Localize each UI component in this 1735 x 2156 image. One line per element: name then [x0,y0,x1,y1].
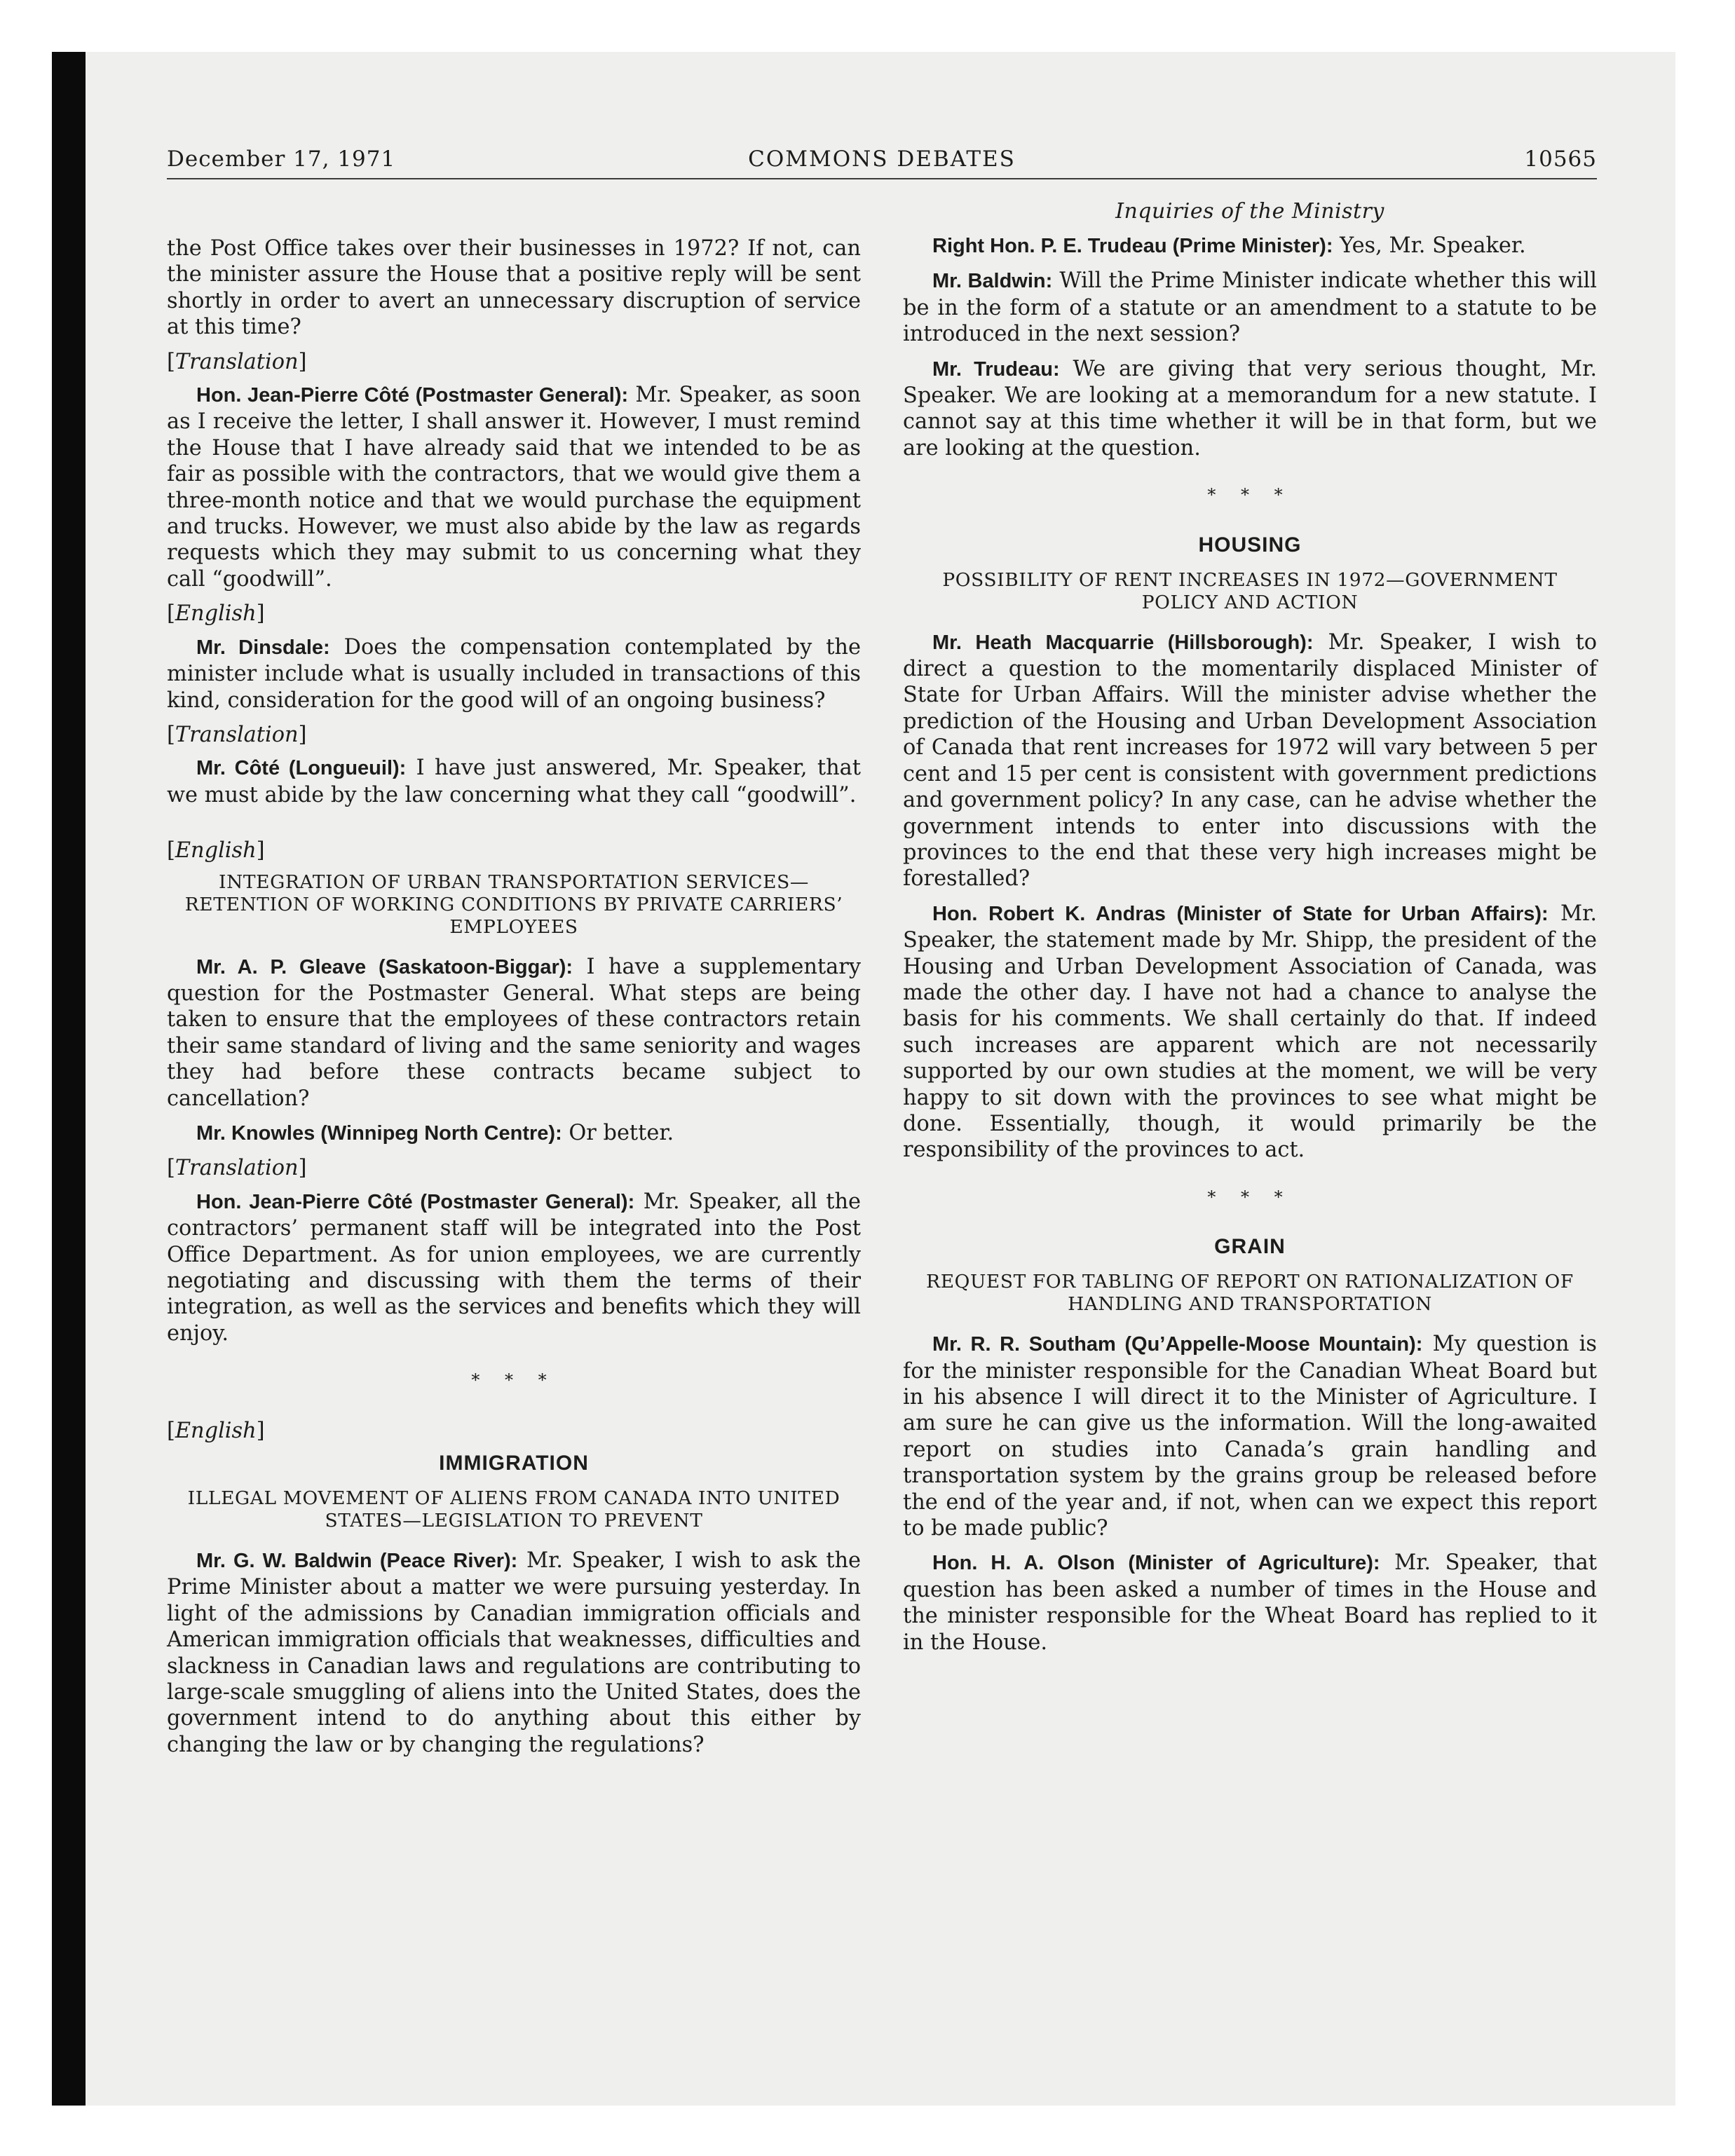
language-marker: [Translation] [167,349,307,374]
speaker-name: Mr. Baldwin: [932,270,1053,293]
language-marker: [Translation] [167,722,307,747]
speech-text: Mr. Speaker, the statement made by Mr. Shipp, the president of the Housing and Urban Development Association of Canada, was made the other day. I have not had a chance to analyse the basis for his comments. We shall certainly do that. If indeed such increases are apparent which are not necessarily supported by our own studies at the moment, we will be very happy to sit down with the provinces to see what might be done. Essentially, though, it would primarily be the responsibility of the provinces to act. [903,901,1597,1163]
speech-text: Mr. Speaker, all the contractors’ permanent staff will be integrated into the Post Office Department. As for union employees, we are currently negotiating and discussing with them the terms of their integration, as well as the services and benefits which they will enjoy. [167,1189,862,1346]
speaker-name: Mr. Dinsdale: [196,636,330,659]
speech-paragraph [903,356,1597,462]
speaker-name: Mr. Heath Macquarrie (Hillsborough): [932,631,1314,654]
speech-text: Will the Prime Minister indicate whether this will be in the form of a statute or an amendment to a statute to be introduced in the next session? [903,268,1597,347]
left-column [167,236,861,1766]
speech-paragraph [167,382,861,592]
subject-subheading: INTEGRATION OF URBAN TRANSPORTATION SERVICES—RETENTION OF WORKING CONDITIONS BY PRIVATE CARRIERS’ EMPLOYEES [184,871,843,938]
speech-text: I have just answered, Mr. Speaker, that we must abide by the law concerning what they call “goodwill”. [167,756,861,807]
speaker-name: Hon. Robert K. Andras (Minister of State for Urban Affairs): [932,902,1549,925]
subject-subheading: REQUEST FOR TABLING OF REPORT ON RATIONALIZATION OF HANDLING AND TRANSPORTATION [926,1271,1574,1316]
binding-edge [52,52,86,2106]
speech-text: Mr. Speaker, I wish to ask the Prime Minister about a matter we were pursuing yesterday. In light of the admissions by Canadian immigration officials and American immigration officials that weaknesses, difficulties and slackness in Canadian laws and regulations are contributing to large-scale smuggling of aliens into the United States, does the government intend to do anything about this either by changing the law or by changing the regulations? [167,1548,862,1757]
speech-text: My question is for the minister responsible for the Canadian Wheat Board but in his absence I will direct it to the Minister of Agriculture. I am sure he can give us the information. Will the long-awaited report on studies into Canada’s grain handling and transportation system by the grains group be released before the end of the year and, if not, when can we expect this report to be made public? [903,1332,1597,1541]
language-marker: [English] [167,1418,265,1443]
speech-paragraph [903,233,1597,259]
language-marker: [English] [167,601,265,627]
speech-paragraph [167,755,861,808]
speech-text: Mr. Speaker, that question has been asked a number of times in the House and the minister responsible for the Wheat Board has replied to it in the House. [903,1550,1597,1655]
speaker-name: Mr. G. W. Baldwin (Peace River): [196,1550,518,1573]
section-heading: HOUSING [1198,533,1302,557]
speech-text: Yes, Mr. Speaker. [1333,233,1526,258]
section-separator: * * * [471,1370,557,1391]
language-marker: [Translation] [167,1156,307,1181]
speech-paragraph [167,1120,861,1147]
section-separator: * * * [1207,485,1293,505]
speech-paragraph [903,629,1597,892]
page-number: 10565 [1524,146,1597,172]
paragraph: the Post Office takes over their businesses in 1972? If not, can the minister assure the House that a positive reply will be sent shortly in order to avert an unnecessary discruption of service at this time? [167,236,861,340]
running-head: Inquiries of the Ministry [1115,199,1384,224]
section-heading: IMMIGRATION [439,1452,589,1475]
subject-subheading: ILLEGAL MOVEMENT OF ALIENS FROM CANADA INTO UNITED STATES—LEGISLATION TO PREVENT [187,1487,841,1532]
subject-subheading: POSSIBILITY OF RENT INCREASES IN 1972—GOVERNMENT POLICY AND ACTION [942,568,1558,613]
section-heading: GRAIN [1214,1235,1286,1259]
speech-text: Mr. Speaker, as soon as I receive the letter, I shall answer it. However, I must remind the House that I have already said that we intended to be as fair as possible with the contractors, that we would give them a three-month notice and that we would purchase the equipment and trucks. However, we must also abide by the law as regards requests which they may submit to us concerning what they call “goodwill”. [167,383,861,592]
speaker-name: Mr. Côté (Longueuil): [196,757,407,780]
speech-text: Or better. [562,1120,674,1145]
speaker-name: Mr. Knowles (Winnipeg North Centre): [196,1121,562,1145]
speaker-name: Mr. R. R. Southam (Qu’Appelle-Moose Mountain): [932,1333,1423,1356]
document-page [167,143,1597,2063]
header-date: December 17, 1971 [167,146,396,172]
speech-paragraph [903,901,1597,1164]
speech-paragraph [167,1548,861,1758]
speech-text: We are giving that very serious thought, Mr. Speaker. We are looking at a memorandum for a new statute. I cannot say at this time whether it will be in that form, but we are looking at the question. [903,356,1598,460]
speaker-name: Hon. H. A. Olson (Minister of Agriculture): [932,1552,1380,1575]
speech-paragraph [167,634,861,714]
speech-paragraph [167,1189,861,1346]
section-separator: * * * [1207,1187,1293,1207]
speaker-name: Mr. A. P. Gleave (Saskatoon-Biggar): [196,955,573,978]
speech-text: I have a supplementary question for the Postmaster General. What steps are being taken to ensure that the employees of these contractors retain their same standard of living and the same seniority and wages they had before these contracts became subject to cancellation? [167,954,861,1111]
speech-text: Does the compensation contemplated by the minister include what is usually included in transactions of this kind, consideration for the good will of an ongoing business? [167,634,861,713]
speech-text: Mr. Speaker, I wish to direct a question to the momentarily displaced Minister of State for Urban Affairs. Will the minister advise whether the prediction of the Housing and Urban Development Association of Canada that rent increases for 1972 will vary between 5 per cent and 15 per cent is consistent with government predictions and government policy? In any case, can he advise whether the government intends to enter into discussions with the provinces to the end that these very high increases might be forestalled? [903,629,1597,892]
speech-paragraph [167,954,861,1112]
publication-title: COMMONS DEBATES [748,146,1016,172]
speaker-name: Right Hon. P. E. Trudeau (Prime Minister): [932,235,1333,257]
right-column [903,199,1597,1664]
page-header [167,143,1597,179]
speech-paragraph [903,1331,1597,1541]
speech-paragraph [903,1550,1597,1656]
speaker-name: Hon. Jean-Pierre Côté (Postmaster General): [196,384,629,407]
language-marker: [English] [167,838,265,864]
speaker-name: Mr. Trudeau: [932,357,1060,381]
speech-paragraph [903,268,1597,347]
speaker-name: Hon. Jean-Pierre Côté (Postmaster General): [196,1190,635,1213]
